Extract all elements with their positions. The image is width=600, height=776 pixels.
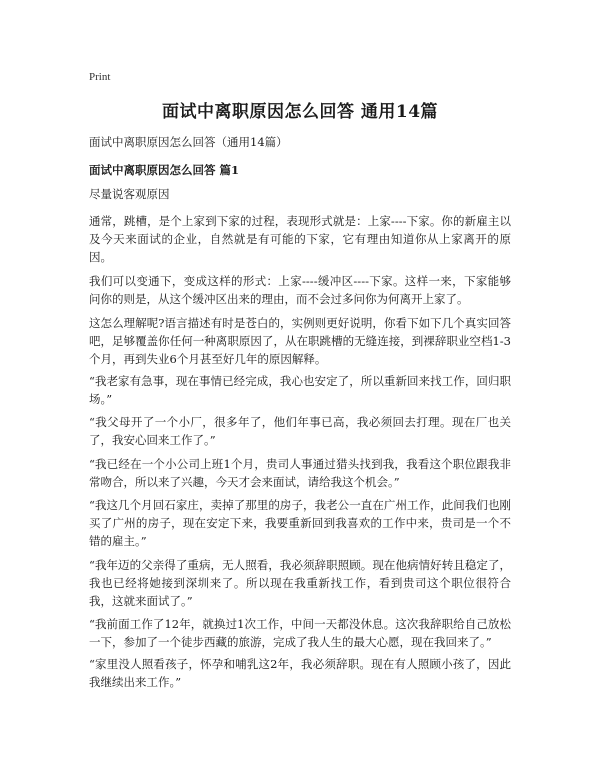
quote-paragraph: “我年迈的父亲得了重病，无人照看，我必须辞职照顾。现在他病情好转且稳定了，我也已经将她接到深圳来了。所以现在我重新找工作，看到贵司这个职位很符合我，这就来面试了。” [89,558,511,608]
document-subtitle: 面试中离职原因怎么回答（通用14篇） [89,135,288,149]
paragraph: 我们可以变通下，变成这样的形式：上家----缓冲区----下家。这样一来，下家能够问你的则是，从这个缓冲区出来的理由，而不会过多问你为何离开上家了。 [89,274,511,306]
quote-paragraph: “我已经在一个小公司上班1个月，贵司人事通过猎头找到我，我看这个职位跟我非常吻合，所以来了兴趣，今天才会来面试，请给我这个机会。” [89,457,511,489]
paragraph: 这怎么理解呢?语言描述有时是苍白的，实例则更好说明，你看下如下几个真实回答吧，足够覆盖你任何一种离职原因了，从在职跳槽的无缝连接，到裸辞职业空档1-3个月，再到失业6个月甚至好几年的原因解释。 [89,316,511,366]
paragraph-intro: 尽量说客观原因 [89,187,170,201]
quote-paragraph: “我老家有急事，现在事情已经完成，我心也安定了，所以重新回来找工作，回归职场。” [89,374,511,406]
quote-paragraph: “我这几个月回石家庄，卖掉了那里的房子，我老公一直在广州工作，此间我们也刚买了广州的房子，现在安定下来，我要重新回到我喜欢的工作中来，贵司是一个不错的雇主。” [89,498,511,548]
paragraph: 通常，跳槽，是个上家到下家的过程，表现形式就是：上家----下家。你的新雇主以及今天来面试的企业，自然就是有可能的下家，它有理由知道你从上家离开的原因。 [89,214,511,264]
print-label: Print [89,71,111,83]
quote-paragraph: “我父母开了一个小厂，很多年了，他们年事已高，我必须回去打理。现在厂也关了，我安心回来工作了。” [89,415,511,447]
quote-paragraph: “家里没人照看孩子，怀孕和哺乳这2年，我必须辞职。现在有人照顾小孩了，因此我继续出来工作。” [89,657,511,689]
document-title: 面试中离职原因怎么回答 通用14篇 [161,102,439,122]
quote-paragraph: “我前面工作了12年，就换过1次工作，中间一天都没休息。这次我辞职给自己放松一下，参加了一个徒步西藏的旅游，完成了我人生的最大心愿，现在我回来了。” [89,617,511,649]
section-heading: 面试中离职原因怎么回答 篇1 [89,163,240,177]
